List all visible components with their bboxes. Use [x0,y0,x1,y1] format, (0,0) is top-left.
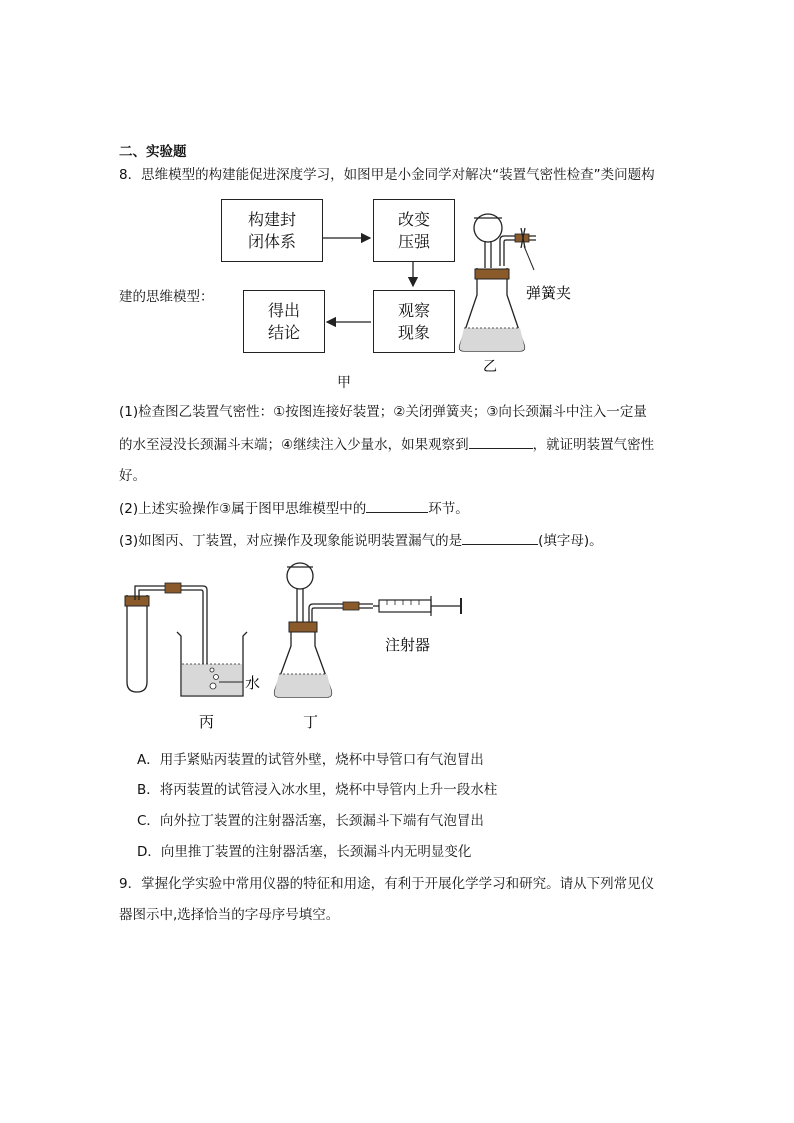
q9-line2: 器图示中,选择恰当的字母序号填空。 [119,907,340,923]
flow-box-observe: 观察 现象 [373,290,455,353]
answer-blank-3[interactable] [462,530,538,545]
q8-sub3-text-b: (填字母)。 [538,533,603,549]
caption-ding: 丁 [303,713,319,731]
stopper-bing [125,596,149,606]
option-c[interactable]: C．向外拉丁装置的注射器活塞，长颈漏斗下端有气泡冒出 [137,813,484,829]
syringe-label: 注射器 [385,636,431,654]
q8-sub1-line3: 好。 [119,468,146,484]
q9-line1: 9．掌握化学实验中常用仪器的特征和用途，有利于开展化学学习和研究。请从下列常见仪 [119,876,655,892]
clip-label: 弹簧夹 [526,284,572,302]
flow-arrows [0,0,794,400]
caption-jia: 甲 [337,375,351,391]
option-d[interactable]: D．向里推丁装置的注射器活塞，长颈漏斗内无明显变化 [137,844,472,860]
figure-yi [452,210,602,375]
flow-box-change-pressure: 改变 压强 [373,199,455,262]
figure-bing-ding [115,560,485,735]
answer-blank-2[interactable] [366,498,428,513]
q8-sub2-text-b: 环节。 [428,501,469,517]
caption-yi: 乙 [483,359,497,375]
section-title: 二、实验题 [119,144,187,160]
q8-sub3 [119,530,603,551]
water-label: 水 [245,674,261,692]
q8-sub1-line1: (1)检查图乙装置气密性：①按图连接好装置；②关闭弹簧夹；③向长颈漏斗中注入一定量 [119,404,647,420]
q8-sub1-line2-text-a: 的水至浸没长颈漏斗末端；④继续注入少量水，如果观察到 [119,437,469,453]
answer-blank-1[interactable] [469,434,533,449]
option-a[interactable]: A．用手紧贴丙装置的试管外壁，烧杯中导管口有气泡冒出 [137,752,484,768]
option-b[interactable]: B．将丙装置的试管浸入冰水里，烧杯中导管内上升一段水柱 [137,782,498,798]
q8-intro-line1: 8．思维模型的构建能促进深度学习，如图甲是小金同学对解决“装置气密性检查”类问题构 [119,167,655,183]
stopper-ding [289,622,317,632]
q8-sub2-text-a: (2)上述实验操作③属于图甲思维模型中的 [119,501,367,517]
q8-intro-line2: 建的思维模型： [119,289,214,305]
flow-box-build-system: 构建封 闭体系 [221,199,323,262]
q8-sub1-line2 [119,434,654,455]
caption-bing: 丙 [199,713,215,731]
flow-box-conclusion: 得出 结论 [243,290,325,353]
stopper-yi [475,269,509,279]
q8-sub2 [119,498,469,519]
q8-sub1-line2-text-b: ，就证明装置气密性 [532,437,655,453]
q8-sub3-text-a: (3)如图丙、丁装置，对应操作及现象能说明装置漏气的是 [119,533,463,549]
test-tube-bing [127,595,147,692]
